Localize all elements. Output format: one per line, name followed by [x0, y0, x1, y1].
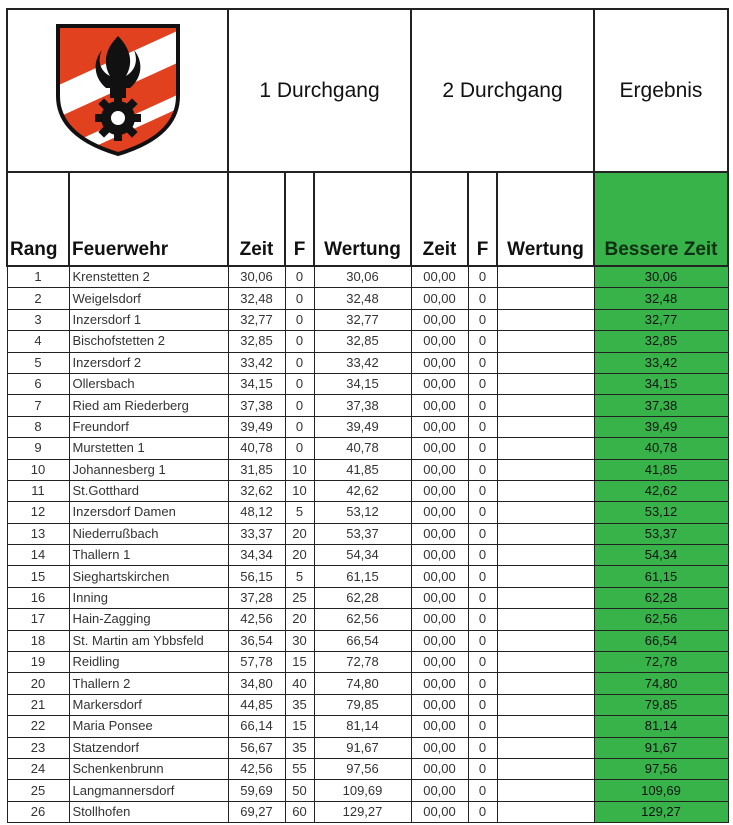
table-row: [7, 801, 728, 822]
run1-header: 1 Durchgang: [228, 9, 411, 172]
time2-cell: 00,00: [411, 459, 468, 480]
best-time-cell: 109,69: [594, 780, 728, 801]
score1-cell: 42,62: [314, 480, 411, 501]
team-cell: Johannesberg 1: [69, 459, 228, 480]
time1-cell: 42,56: [228, 758, 285, 779]
best-time-cell: 81,14: [594, 716, 728, 737]
rank-cell: 14: [7, 545, 69, 566]
col-time2: Zeit: [411, 172, 468, 266]
time2-cell: 00,00: [411, 480, 468, 501]
fault1-cell: 0: [285, 373, 314, 394]
time1-cell: 33,42: [228, 352, 285, 373]
team-cell: Markersdorf: [69, 694, 228, 715]
time1-cell: 69,27: [228, 801, 285, 822]
team-cell: Inzersdorf 2: [69, 352, 228, 373]
team-cell: Bischofstetten 2: [69, 331, 228, 352]
fault1-cell: 0: [285, 331, 314, 352]
fault2-cell: 0: [468, 566, 497, 587]
time2-cell: 00,00: [411, 331, 468, 352]
time2-cell: 00,00: [411, 652, 468, 673]
table-row: [7, 416, 728, 437]
fault1-cell: 5: [285, 566, 314, 587]
score2-cell: [497, 694, 594, 715]
time2-cell: 00,00: [411, 780, 468, 801]
column-header-row: [7, 172, 728, 266]
table-row: [7, 438, 728, 459]
time1-cell: 59,69: [228, 780, 285, 801]
rank-cell: 1: [7, 266, 69, 288]
logo-cell: [7, 9, 228, 172]
score1-cell: 62,28: [314, 587, 411, 608]
time2-cell: 00,00: [411, 288, 468, 309]
team-cell: Maria Ponsee: [69, 716, 228, 737]
table-row: [7, 266, 728, 288]
time2-cell: 00,00: [411, 523, 468, 544]
fault1-cell: 0: [285, 416, 314, 437]
table-row: [7, 716, 728, 737]
team-cell: Inzersdorf 1: [69, 309, 228, 330]
results-sheet: [6, 8, 727, 823]
best-time-cell: 34,15: [594, 373, 728, 394]
rank-cell: 18: [7, 630, 69, 651]
score2-cell: [497, 502, 594, 523]
rank-cell: 19: [7, 652, 69, 673]
best-time-cell: 66,54: [594, 630, 728, 651]
best-time-cell: 91,67: [594, 737, 728, 758]
time2-cell: 00,00: [411, 630, 468, 651]
team-cell: Krenstetten 2: [69, 266, 228, 288]
team-cell: St. Martin am Ybbsfeld: [69, 630, 228, 651]
col-score1: Wertung: [314, 172, 411, 266]
time1-cell: 32,62: [228, 480, 285, 501]
table-row: [7, 502, 728, 523]
time2-cell: 00,00: [411, 694, 468, 715]
time1-cell: 34,15: [228, 373, 285, 394]
fault1-cell: 30: [285, 630, 314, 651]
rank-cell: 23: [7, 737, 69, 758]
time1-cell: 36,54: [228, 630, 285, 651]
time2-cell: 00,00: [411, 352, 468, 373]
score2-cell: [497, 416, 594, 437]
score2-cell: [497, 438, 594, 459]
fault1-cell: 50: [285, 780, 314, 801]
rank-cell: 26: [7, 801, 69, 822]
table-row: [7, 373, 728, 394]
fault1-cell: 35: [285, 737, 314, 758]
score1-cell: 40,78: [314, 438, 411, 459]
score2-cell: [497, 737, 594, 758]
fault1-cell: 0: [285, 288, 314, 309]
time2-cell: 00,00: [411, 266, 468, 288]
score2-cell: [497, 480, 594, 501]
score1-cell: 79,85: [314, 694, 411, 715]
fault1-cell: 15: [285, 652, 314, 673]
rank-cell: 10: [7, 459, 69, 480]
title-row: [7, 9, 728, 172]
fault2-cell: 0: [468, 331, 497, 352]
col-score2: Wertung: [497, 172, 594, 266]
team-cell: Schenkenbrunn: [69, 758, 228, 779]
best-time-cell: 61,15: [594, 566, 728, 587]
score1-cell: 109,69: [314, 780, 411, 801]
time2-cell: 00,00: [411, 566, 468, 587]
score2-cell: [497, 673, 594, 694]
table-row: [7, 630, 728, 651]
result-header: Ergebnis: [594, 9, 728, 172]
team-cell: Ried am Riederberg: [69, 395, 228, 416]
fault1-cell: 0: [285, 309, 314, 330]
fault1-cell: 25: [285, 587, 314, 608]
time2-cell: 00,00: [411, 438, 468, 459]
fire-brigade-crest-icon: [48, 18, 188, 158]
score2-cell: [497, 266, 594, 288]
score2-cell: [497, 331, 594, 352]
rank-cell: 21: [7, 694, 69, 715]
fault2-cell: 0: [468, 309, 497, 330]
table-row: [7, 694, 728, 715]
table-row: [7, 609, 728, 630]
fault2-cell: 0: [468, 288, 497, 309]
time1-cell: 31,85: [228, 459, 285, 480]
best-time-cell: 30,06: [594, 266, 728, 288]
score1-cell: 74,80: [314, 673, 411, 694]
fault2-cell: 0: [468, 502, 497, 523]
time1-cell: 56,67: [228, 737, 285, 758]
time1-cell: 37,28: [228, 587, 285, 608]
best-time-cell: 74,80: [594, 673, 728, 694]
col-fault1: F: [285, 172, 314, 266]
fault2-cell: 0: [468, 630, 497, 651]
rank-cell: 12: [7, 502, 69, 523]
table-row: [7, 780, 728, 801]
best-time-cell: 97,56: [594, 758, 728, 779]
time2-cell: 00,00: [411, 673, 468, 694]
best-time-cell: 53,12: [594, 502, 728, 523]
score1-cell: 30,06: [314, 266, 411, 288]
time1-cell: 66,14: [228, 716, 285, 737]
rank-cell: 13: [7, 523, 69, 544]
score1-cell: 62,56: [314, 609, 411, 630]
fault2-cell: 0: [468, 694, 497, 715]
team-cell: Murstetten 1: [69, 438, 228, 459]
score1-cell: 39,49: [314, 416, 411, 437]
time1-cell: 39,49: [228, 416, 285, 437]
score1-cell: 72,78: [314, 652, 411, 673]
best-time-cell: 79,85: [594, 694, 728, 715]
best-time-cell: 42,62: [594, 480, 728, 501]
rank-cell: 9: [7, 438, 69, 459]
time1-cell: 40,78: [228, 438, 285, 459]
fault1-cell: 60: [285, 801, 314, 822]
best-time-cell: 33,42: [594, 352, 728, 373]
fault1-cell: 0: [285, 266, 314, 288]
score1-cell: 91,67: [314, 737, 411, 758]
time1-cell: 32,85: [228, 331, 285, 352]
score1-cell: 37,38: [314, 395, 411, 416]
score2-cell: [497, 373, 594, 394]
best-time-cell: 129,27: [594, 801, 728, 822]
time2-cell: 00,00: [411, 395, 468, 416]
col-fault2: F: [468, 172, 497, 266]
score2-cell: [497, 395, 594, 416]
best-time-cell: 39,49: [594, 416, 728, 437]
score1-cell: 54,34: [314, 545, 411, 566]
score2-cell: [497, 652, 594, 673]
rank-cell: 24: [7, 758, 69, 779]
time1-cell: 30,06: [228, 266, 285, 288]
score1-cell: 32,77: [314, 309, 411, 330]
fault2-cell: 0: [468, 480, 497, 501]
team-cell: Langmannersdorf: [69, 780, 228, 801]
rank-cell: 11: [7, 480, 69, 501]
col-best: Bessere Zeit: [594, 172, 728, 266]
fault1-cell: 0: [285, 352, 314, 373]
run2-header: 2 Durchgang: [411, 9, 594, 172]
team-cell: Inzersdorf Damen: [69, 502, 228, 523]
fault2-cell: 0: [468, 545, 497, 566]
fault2-cell: 0: [468, 416, 497, 437]
score1-cell: 34,15: [314, 373, 411, 394]
best-time-cell: 40,78: [594, 438, 728, 459]
fault2-cell: 0: [468, 395, 497, 416]
team-cell: Statzendorf: [69, 737, 228, 758]
best-time-cell: 32,85: [594, 331, 728, 352]
best-time-cell: 62,28: [594, 587, 728, 608]
score2-cell: [497, 309, 594, 330]
team-cell: Sieghartskirchen: [69, 566, 228, 587]
time1-cell: 33,37: [228, 523, 285, 544]
fault2-cell: 0: [468, 801, 497, 822]
score1-cell: 97,56: [314, 758, 411, 779]
score1-cell: 53,37: [314, 523, 411, 544]
team-cell: Hain-Zagging: [69, 609, 228, 630]
table-row: [7, 288, 728, 309]
score2-cell: [497, 352, 594, 373]
score2-cell: [497, 459, 594, 480]
team-cell: Weigelsdorf: [69, 288, 228, 309]
fault1-cell: 5: [285, 502, 314, 523]
fault1-cell: 15: [285, 716, 314, 737]
rank-cell: 8: [7, 416, 69, 437]
table-row: [7, 587, 728, 608]
score1-cell: 33,42: [314, 352, 411, 373]
score2-cell: [497, 716, 594, 737]
score1-cell: 81,14: [314, 716, 411, 737]
fault2-cell: 0: [468, 587, 497, 608]
rank-cell: 15: [7, 566, 69, 587]
fault2-cell: 0: [468, 459, 497, 480]
rank-cell: 2: [7, 288, 69, 309]
time1-cell: 34,34: [228, 545, 285, 566]
team-cell: Thallern 2: [69, 673, 228, 694]
fault1-cell: 20: [285, 609, 314, 630]
time2-cell: 00,00: [411, 758, 468, 779]
fault1-cell: 20: [285, 523, 314, 544]
score2-cell: [497, 801, 594, 822]
table-row: [7, 331, 728, 352]
table-row: [7, 395, 728, 416]
table-row: [7, 652, 728, 673]
score1-cell: 61,15: [314, 566, 411, 587]
table-row: [7, 480, 728, 501]
fault1-cell: 20: [285, 545, 314, 566]
team-cell: Stollhofen: [69, 801, 228, 822]
table-row: [7, 566, 728, 587]
score2-cell: [497, 609, 594, 630]
fault2-cell: 0: [468, 673, 497, 694]
time1-cell: 32,77: [228, 309, 285, 330]
table-row: [7, 673, 728, 694]
fault2-cell: 0: [468, 609, 497, 630]
team-cell: Ollersbach: [69, 373, 228, 394]
fault2-cell: 0: [468, 758, 497, 779]
time2-cell: 00,00: [411, 309, 468, 330]
fault1-cell: 55: [285, 758, 314, 779]
best-time-cell: 54,34: [594, 545, 728, 566]
table-row: [7, 352, 728, 373]
table-row: [7, 545, 728, 566]
score2-cell: [497, 587, 594, 608]
time2-cell: 00,00: [411, 502, 468, 523]
fault2-cell: 0: [468, 438, 497, 459]
table-row: [7, 737, 728, 758]
score2-cell: [497, 523, 594, 544]
rank-cell: 17: [7, 609, 69, 630]
score1-cell: 32,85: [314, 331, 411, 352]
fault1-cell: 10: [285, 459, 314, 480]
rank-cell: 3: [7, 309, 69, 330]
fault1-cell: 35: [285, 694, 314, 715]
rank-cell: 7: [7, 395, 69, 416]
team-cell: Thallern 1: [69, 545, 228, 566]
fault1-cell: 40: [285, 673, 314, 694]
time1-cell: 34,80: [228, 673, 285, 694]
rank-cell: 25: [7, 780, 69, 801]
col-time1: Zeit: [228, 172, 285, 266]
score2-cell: [497, 630, 594, 651]
best-time-cell: 37,38: [594, 395, 728, 416]
time1-cell: 48,12: [228, 502, 285, 523]
rank-cell: 16: [7, 587, 69, 608]
fault2-cell: 0: [468, 373, 497, 394]
rank-cell: 4: [7, 331, 69, 352]
score1-cell: 53,12: [314, 502, 411, 523]
score2-cell: [497, 566, 594, 587]
time2-cell: 00,00: [411, 609, 468, 630]
rank-cell: 5: [7, 352, 69, 373]
time2-cell: 00,00: [411, 737, 468, 758]
score1-cell: 129,27: [314, 801, 411, 822]
score1-cell: 66,54: [314, 630, 411, 651]
table-row: [7, 309, 728, 330]
table-row: [7, 758, 728, 779]
score1-cell: 32,48: [314, 288, 411, 309]
best-time-cell: 62,56: [594, 609, 728, 630]
time2-cell: 00,00: [411, 801, 468, 822]
results-table: [6, 8, 729, 823]
time1-cell: 57,78: [228, 652, 285, 673]
fault1-cell: 0: [285, 438, 314, 459]
best-time-cell: 72,78: [594, 652, 728, 673]
fault2-cell: 0: [468, 652, 497, 673]
score2-cell: [497, 780, 594, 801]
team-cell: Inning: [69, 587, 228, 608]
best-time-cell: 41,85: [594, 459, 728, 480]
table-row: [7, 459, 728, 480]
fault2-cell: 0: [468, 523, 497, 544]
team-cell: St.Gotthard: [69, 480, 228, 501]
best-time-cell: 53,37: [594, 523, 728, 544]
time1-cell: 37,38: [228, 395, 285, 416]
score2-cell: [497, 545, 594, 566]
fault2-cell: 0: [468, 352, 497, 373]
time2-cell: 00,00: [411, 716, 468, 737]
time1-cell: 56,15: [228, 566, 285, 587]
fault2-cell: 0: [468, 716, 497, 737]
team-cell: Freundorf: [69, 416, 228, 437]
results-body: [7, 266, 728, 823]
time1-cell: 32,48: [228, 288, 285, 309]
fault2-cell: 0: [468, 780, 497, 801]
table-row: [7, 523, 728, 544]
col-team: Feuerwehr: [69, 172, 228, 266]
fault2-cell: 0: [468, 737, 497, 758]
time1-cell: 44,85: [228, 694, 285, 715]
rank-cell: 22: [7, 716, 69, 737]
col-rank: Rang: [7, 172, 69, 266]
time2-cell: 00,00: [411, 545, 468, 566]
time2-cell: 00,00: [411, 373, 468, 394]
time2-cell: 00,00: [411, 416, 468, 437]
score2-cell: [497, 758, 594, 779]
rank-cell: 20: [7, 673, 69, 694]
team-cell: Reidling: [69, 652, 228, 673]
time2-cell: 00,00: [411, 587, 468, 608]
best-time-cell: 32,48: [594, 288, 728, 309]
score2-cell: [497, 288, 594, 309]
best-time-cell: 32,77: [594, 309, 728, 330]
fault1-cell: 0: [285, 395, 314, 416]
fault1-cell: 10: [285, 480, 314, 501]
fault2-cell: 0: [468, 266, 497, 288]
score1-cell: 41,85: [314, 459, 411, 480]
time1-cell: 42,56: [228, 609, 285, 630]
rank-cell: 6: [7, 373, 69, 394]
team-cell: Niederrußbach: [69, 523, 228, 544]
